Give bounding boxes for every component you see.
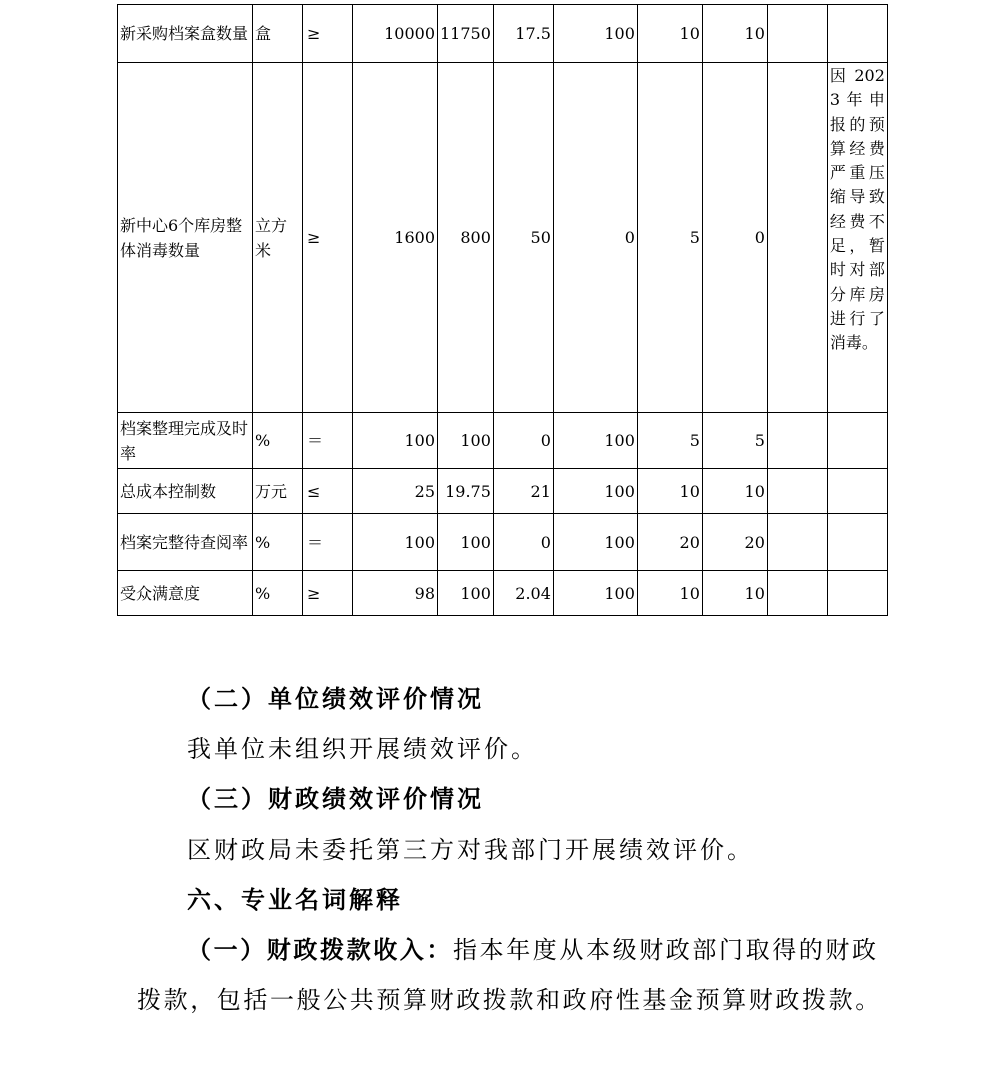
actual-score: 5	[702, 413, 767, 469]
actual-score: 20	[702, 514, 767, 571]
indicator-unit: %	[253, 413, 303, 469]
indicator-name: 档案整理完成及时率	[118, 413, 253, 469]
deviation-note	[827, 514, 887, 571]
completion-percent: 100	[553, 514, 637, 571]
table-row	[118, 514, 888, 571]
indicator-operator: ≤	[303, 469, 353, 514]
indicator-name: 档案完整待查阅率	[118, 514, 253, 571]
actual-score: 10	[702, 5, 767, 63]
target-value: 98	[353, 571, 438, 616]
glossary-item-1	[137, 925, 882, 1025]
table-row	[118, 63, 888, 413]
actual-value: 100	[438, 514, 494, 571]
indicator-unit: %	[253, 571, 303, 616]
deviation-note	[827, 5, 887, 63]
actual-value: 11750	[438, 5, 494, 63]
actual-value: 100	[438, 571, 494, 616]
deviation-note	[827, 469, 887, 514]
indicator-name: 总成本控制数	[118, 469, 253, 514]
actual-score: 0	[702, 63, 767, 413]
indicator-operator: ≥	[303, 5, 353, 63]
table-row	[118, 5, 888, 63]
actual-score: 10	[702, 571, 767, 616]
completion-percent: 0	[553, 63, 637, 413]
deviation-note	[827, 571, 887, 616]
deviation-rate: 17.5	[493, 5, 553, 63]
actual-score: 10	[702, 469, 767, 514]
unit-eval-text: 我单位未组织开展绩效评价。	[187, 735, 538, 763]
target-value: 1600	[353, 63, 438, 413]
indicator-unit: 立方米	[253, 63, 303, 413]
target-value: 100	[353, 413, 438, 469]
deviation-rate: 21	[493, 469, 553, 514]
weight-score: 20	[637, 514, 702, 571]
deviation-rate: 50	[493, 63, 553, 413]
deviation-rate: 2.04	[493, 571, 553, 616]
weight-score: 10	[637, 469, 702, 514]
table-row	[118, 571, 888, 616]
deviation-note	[827, 413, 887, 469]
indicator-name: 新中心6个库房整体消毒数量	[118, 63, 253, 413]
glossary-item-1-term: （一）财政拨款收入：	[187, 936, 453, 964]
unit-eval-heading: （二）单位绩效评价情况	[187, 685, 484, 713]
completion-percent: 100	[553, 469, 637, 514]
actual-value: 100	[438, 413, 494, 469]
deviation-rate: 0	[493, 514, 553, 571]
table-row	[118, 469, 888, 514]
actual-value: 800	[438, 63, 494, 413]
indicator-name: 新采购档案盒数量	[118, 5, 253, 63]
weight-score: 5	[637, 413, 702, 469]
completion-percent: 100	[553, 571, 637, 616]
extra-cell	[767, 5, 827, 63]
completion-percent: 100	[553, 5, 637, 63]
indicator-unit: 盒	[253, 5, 303, 63]
target-value: 25	[353, 469, 438, 514]
glossary-heading: 六、专业名词解释	[187, 886, 403, 914]
table-row	[118, 413, 888, 469]
performance-indicator-table	[117, 4, 888, 616]
target-value: 10000	[353, 5, 438, 63]
extra-cell	[767, 469, 827, 514]
finance-eval-heading: （三）财政绩效评价情况	[187, 785, 484, 813]
extra-cell	[767, 571, 827, 616]
indicator-name: 受众满意度	[118, 571, 253, 616]
weight-score: 10	[637, 5, 702, 63]
weight-score: 5	[637, 63, 702, 413]
indicator-operator: ≥	[303, 571, 353, 616]
indicator-operator: ＝	[303, 413, 353, 469]
extra-cell	[767, 63, 827, 413]
deviation-note: 因2023年申报的预算经费严重压缩导致经费不足，暂时对部分库房进行了消毒。	[827, 63, 887, 413]
glossary-item-1-definition: 指本年度从本级财政部门取得的财政拨款，包括一般公共预算财政拨款和政府性基金预算财政拨款。	[137, 936, 882, 1014]
weight-score: 10	[637, 571, 702, 616]
extra-cell	[767, 514, 827, 571]
finance-eval-text: 区财政局未委托第三方对我部门开展绩效评价。	[187, 836, 754, 864]
completion-percent: 100	[553, 413, 637, 469]
indicator-operator: ≥	[303, 63, 353, 413]
target-value: 100	[353, 514, 438, 571]
indicator-operator: ＝	[303, 514, 353, 571]
extra-cell	[767, 413, 827, 469]
table-body	[118, 5, 888, 616]
indicator-unit: 万元	[253, 469, 303, 514]
indicator-unit: %	[253, 514, 303, 571]
deviation-rate: 0	[493, 413, 553, 469]
actual-value: 19.75	[438, 469, 494, 514]
